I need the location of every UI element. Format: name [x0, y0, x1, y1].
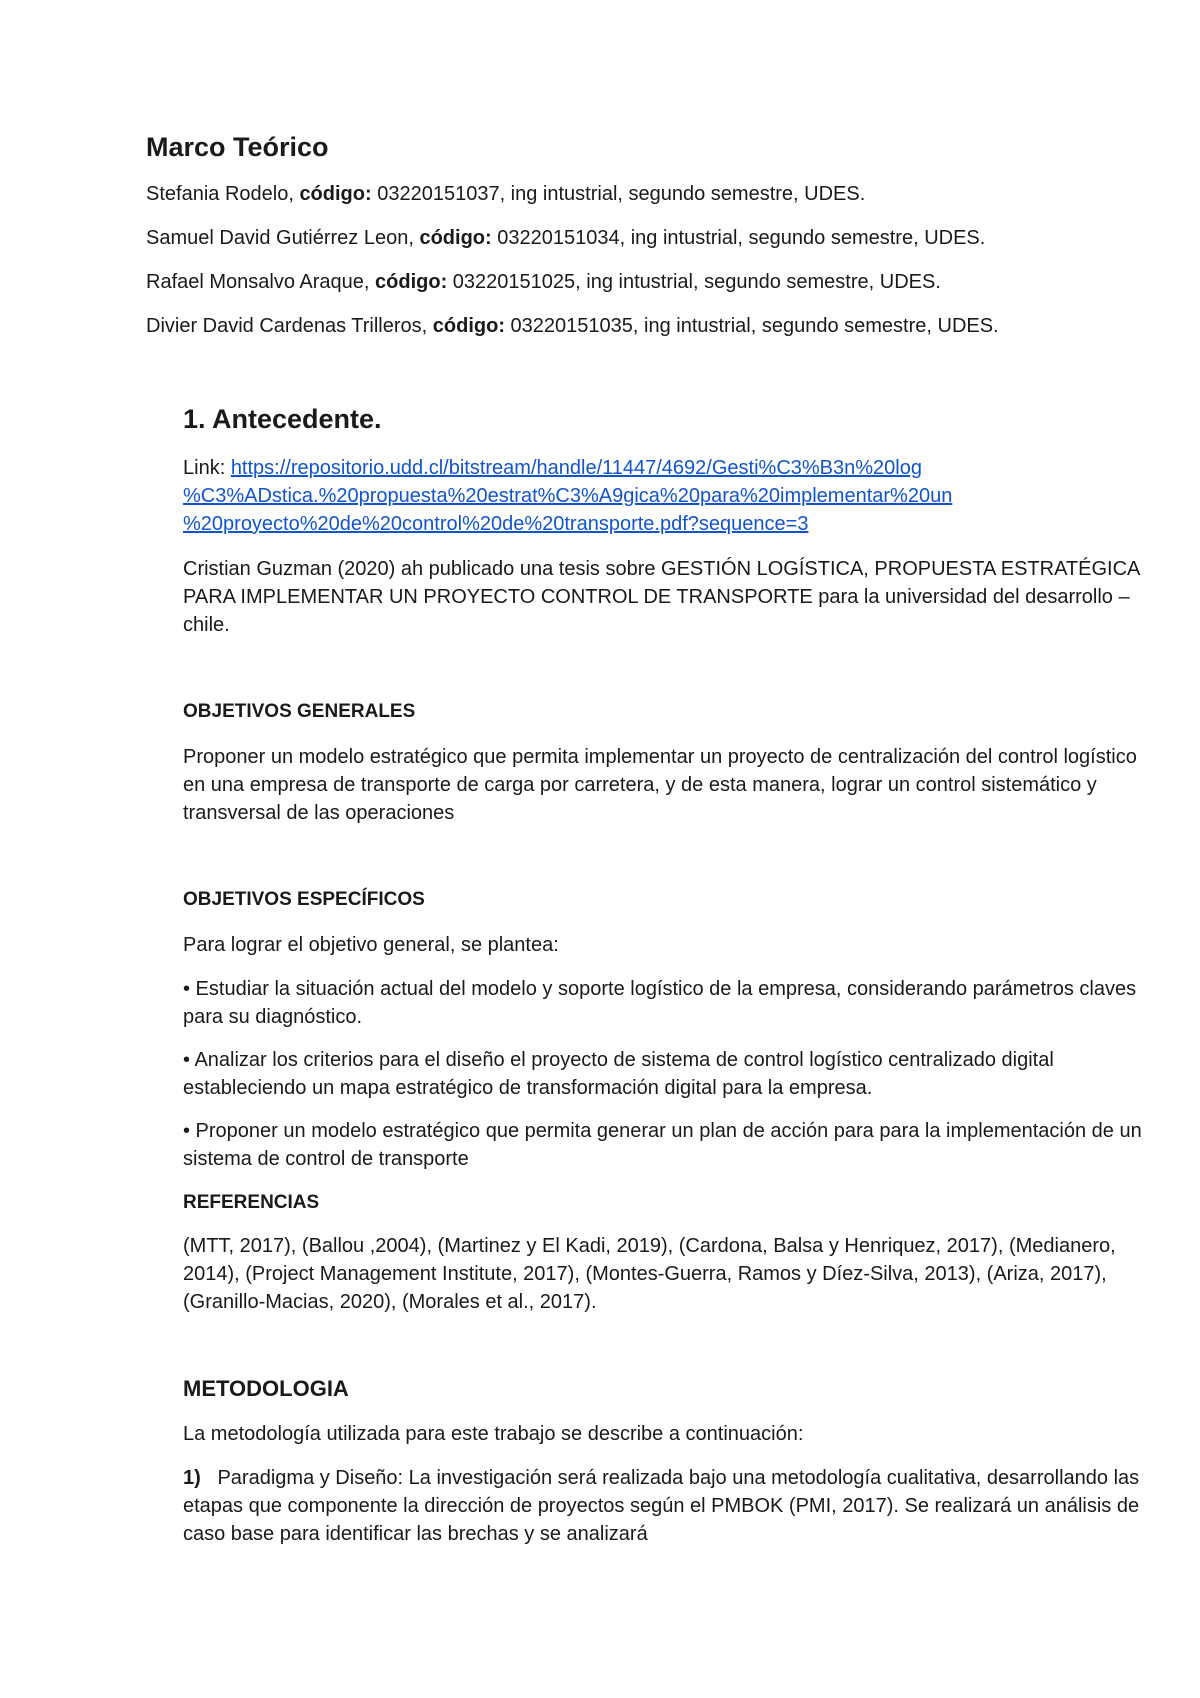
author-detail: 03220151025, ing intustrial, segundo semestre, UDES. — [447, 271, 941, 293]
section-heading-objetivos-generales: OBJETIVOS GENERALES — [183, 701, 416, 722]
objetivos-generales-text: Proponer un modelo estratégico que permita implementar un proyecto de centralización del control logístico en una empresa de transporte de carga por carretera, y de esta manera, lograr un control sistemático y transversal de las operaciones — [183, 746, 1137, 824]
author-name: Samuel David Gutiérrez Leon, — [146, 227, 420, 249]
author-line — [146, 271, 941, 294]
list-item: • Estudiar la situación actual del modelo y soporte logístico de la empresa, considerando parámetros claves para su diagnóstico. — [183, 978, 1137, 1028]
source-link[interactable]: https://repositorio.udd.cl/bitstream/handle/11447/4692/Gesti%C3%B3n%20log %C3%ADstica.%20propuesta%20estrat%C3%A9gica%20para%20implementar%20un %20proyecto%20de%20control%20de%20transporte.pdf?sequence=3 — [183, 457, 953, 535]
objetivos-especificos-intro: Para lograr el objetivo general, se plantea: — [183, 934, 559, 956]
author-line — [146, 227, 985, 250]
author-detail: 03220151035, ing intustrial, segundo semestre, UDES. — [504, 315, 999, 337]
metodologia-intro: La metodología utilizada para este trabajo se describe a continuación: — [183, 1423, 804, 1445]
section-heading-objetivos-especificos: OBJETIVOS ESPECÍFICOS — [183, 889, 425, 910]
author-detail: 03220151034, ing intustrial, segundo semestre, UDES. — [491, 227, 986, 249]
code-label: código: — [375, 271, 448, 293]
author-name: Stefania Rodelo, — [146, 183, 300, 205]
metodologia-item — [183, 1464, 1143, 1548]
section-heading-metodologia: METODOLOGIA — [183, 1376, 349, 1401]
author-line — [146, 315, 999, 338]
referencias-text: (MTT, 2017), (Ballou ,2004), (Martinez y El Kadi, 2019), (Cardona, Balsa y Henriquez, 2017), (Medianero, 2014), (Project Management Institute, 2017), (Montes-Guerra, Ramos y Díez-Silva, 2013), (Ariza, 2017), (Granillo-Macias, 2020), (Morales et al., 2017). — [183, 1235, 1116, 1313]
author-name: Rafael Monsalvo Araque, — [146, 271, 376, 293]
code-label: código: — [419, 227, 492, 249]
author-line — [146, 183, 865, 206]
section-heading-antecedente: 1. Antecedente. — [183, 404, 382, 434]
code-label: código: — [299, 183, 372, 205]
item-text: Paradigma y Diseño: La investigación será realizada bajo una metodología cualitativa, desarrollando las etapas que componente la dirección de proyectos según el PMBOK (PMI, 2017). Se realizará un análisis de caso base para identificar las brechas y se analizará — [183, 1467, 1140, 1545]
item-number: 1) — [183, 1467, 201, 1489]
antecedente-summary: Cristian Guzman (2020) ah publicado una tesis sobre GESTIÓN LOGÍSTICA, PROPUESTA ESTRATÉGICA PARA IMPLEMENTAR UN PROYECTO CONTROL DE TRANSPORTE para la universidad del desarrollo – chile. — [183, 558, 1140, 636]
code-label: código: — [432, 315, 505, 337]
link-label: Link: — [183, 457, 231, 479]
author-name: Divier David Cardenas Trilleros, — [146, 315, 433, 337]
list-item: • Proponer un modelo estratégico que permita generar un plan de acción para para la implementación de un sistema de control de transporte — [183, 1120, 1142, 1170]
list-item: • Analizar los criterios para el diseño el proyecto de sistema de control logístico centralizado digital estableciendo un mapa estratégico de transformación digital para la empresa. — [183, 1049, 1054, 1099]
section-heading-referencias: REFERENCIAS — [183, 1192, 320, 1213]
document-title: Marco Teórico — [146, 132, 329, 162]
author-detail: 03220151037, ing intustrial, segundo semestre, UDES. — [371, 183, 866, 205]
link-paragraph — [183, 454, 1143, 538]
